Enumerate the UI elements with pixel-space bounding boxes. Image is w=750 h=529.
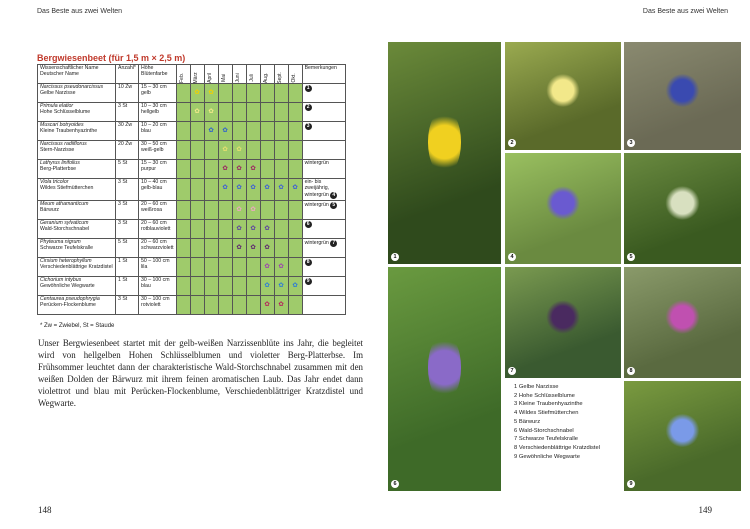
- header-month: Feb.: [176, 65, 190, 84]
- month-cell: [176, 200, 190, 219]
- month-cell: [288, 84, 302, 103]
- month-cell: [246, 238, 260, 257]
- plant-name-cell: Viola tricolor Wildes Stiefmütterchen: [38, 179, 116, 201]
- month-cell: [218, 200, 232, 219]
- month-cell: [274, 160, 288, 179]
- month-cell: [218, 160, 232, 179]
- flower-icon: ✿: [292, 184, 298, 191]
- month-cell: [218, 141, 232, 160]
- flower-icon: ✿: [236, 184, 242, 191]
- plant-name-cell: Phyteuma nigrum Schwarze Teufelskralle: [38, 238, 116, 257]
- month-cell: [274, 257, 288, 276]
- month-cell: [260, 238, 274, 257]
- month-cell: [246, 84, 260, 103]
- month-cell: [176, 103, 190, 122]
- plant-photo: [388, 42, 501, 264]
- month-cell: [232, 295, 246, 314]
- month-cell: [190, 276, 204, 295]
- month-cell: [204, 141, 218, 160]
- flower-icon: ✿: [278, 262, 284, 270]
- month-cell: [218, 276, 232, 295]
- flower-blossom: [428, 109, 462, 176]
- month-cell: [204, 257, 218, 276]
- photo-ref-badge: 1: [305, 85, 312, 92]
- month-cell: [260, 200, 274, 219]
- plant-name-cell: Primula elatior Hohe Schlüsselblume: [38, 103, 116, 122]
- photo-number-badge: 6: [391, 480, 399, 488]
- amount-cell: 5 St: [116, 160, 139, 179]
- flower-icon: ✿: [264, 224, 270, 232]
- table-row: [38, 257, 346, 276]
- height-color-cell: 20 – 60 cm rotblauviolett: [139, 219, 177, 238]
- month-cell: [232, 179, 246, 201]
- page-number-right: 149: [698, 505, 712, 515]
- month-cell: [288, 219, 302, 238]
- height-color-cell: 10 – 20 cm blau: [139, 122, 177, 141]
- notes-cell: [302, 257, 345, 276]
- notes-cell: ein- bis zweijährig, wintergrün 4: [302, 179, 345, 201]
- table-row: [38, 122, 346, 141]
- legend-item: 4 Wildes Stiefmütterchen: [514, 410, 579, 417]
- amount-cell: 3 St: [116, 219, 139, 238]
- page-number-left: 148: [38, 505, 52, 515]
- running-header-right: Das Beste aus zwei Welten: [642, 8, 728, 15]
- month-cell: [218, 295, 232, 314]
- flower-icon: ✿: [208, 127, 214, 134]
- plant-name-cell: Narcissus radiiflorus Stern-Narzisse: [38, 141, 116, 160]
- notes-cell: [302, 219, 345, 238]
- month-cell: [176, 238, 190, 257]
- legend-item: 7 Schwarze Teufelskralle: [514, 436, 579, 443]
- height-color-cell: 50 – 100 cm lila: [139, 257, 177, 276]
- amount-cell: 20 Zw: [116, 141, 139, 160]
- month-cell: [246, 122, 260, 141]
- month-cell: [204, 84, 218, 103]
- notes-cell: [302, 122, 345, 141]
- plant-photo: [624, 42, 741, 150]
- flower-icon: ✿: [208, 89, 214, 96]
- month-cell: [246, 103, 260, 122]
- flower-blossom: [665, 186, 700, 219]
- header-notes: Bemerkungen: [302, 65, 345, 84]
- month-cell: [190, 160, 204, 179]
- month-cell: [274, 103, 288, 122]
- plant-photo: [505, 42, 621, 150]
- height-color-cell: 20 – 60 cm weißrosa: [139, 200, 177, 219]
- month-cell: [204, 103, 218, 122]
- month-cell: [260, 179, 274, 201]
- header-color: Höhe Blütenfarbe: [139, 65, 177, 84]
- month-cell: [218, 219, 232, 238]
- month-cell: [190, 122, 204, 141]
- plant-name-cell: Cichorium intybus Gewöhnliche Wegwarte: [38, 276, 116, 295]
- legend-item: 6 Wald-Storchschnabel: [514, 427, 574, 434]
- amount-cell: 3 St: [116, 179, 139, 201]
- table-body: [38, 84, 346, 315]
- month-cell: [274, 122, 288, 141]
- photo-number-badge: 8: [627, 367, 635, 375]
- flower-icon: ✿: [222, 184, 228, 191]
- flower-icon: ✿: [222, 165, 228, 172]
- month-cell: [288, 103, 302, 122]
- photo-ref-badge: 3: [305, 123, 312, 130]
- month-cell: [176, 122, 190, 141]
- month-cell: [246, 200, 260, 219]
- flower-icon: ✿: [250, 243, 256, 251]
- plant-photo: [505, 267, 621, 378]
- month-cell: [246, 141, 260, 160]
- month-cell: [288, 179, 302, 201]
- month-cell: [204, 122, 218, 141]
- month-cell: [232, 122, 246, 141]
- flower-icon: ✿: [236, 146, 242, 153]
- flower-icon: ✿: [236, 205, 242, 213]
- month-cell: [274, 276, 288, 295]
- photo-number-badge: 2: [508, 139, 516, 147]
- table-row: [38, 160, 346, 179]
- plant-photo: [624, 153, 741, 264]
- amount-cell: 30 Zw: [116, 122, 139, 141]
- notes-cell: [302, 276, 345, 295]
- month-cell: [288, 141, 302, 160]
- table-row: [38, 179, 346, 201]
- legend-item: 9 Gewöhnliche Wegwarte: [514, 453, 580, 460]
- month-cell: [204, 219, 218, 238]
- photo-number-badge: 3: [627, 139, 635, 147]
- month-cell: [232, 219, 246, 238]
- notes-cell: wintergrün 7: [302, 238, 345, 257]
- month-cell: [190, 200, 204, 219]
- legend-item: 1 Gelbe Narzisse: [514, 384, 559, 390]
- month-cell: [274, 295, 288, 314]
- table-row: [38, 141, 346, 160]
- month-cell: [190, 179, 204, 201]
- notes-cell: [302, 103, 345, 122]
- photo-ref-badge: 8: [305, 259, 312, 266]
- flower-icon: ✿: [250, 224, 256, 232]
- plant-photo: [388, 267, 501, 491]
- height-color-cell: 15 – 30 cm gelb: [139, 84, 177, 103]
- amount-cell: 1 St: [116, 257, 139, 276]
- table-row: [38, 276, 346, 295]
- month-cell: [232, 257, 246, 276]
- flower-blossom: [665, 300, 700, 333]
- photo-number-badge: 9: [627, 480, 635, 488]
- legend-item: 8 Verschiedenblättrige Kratzdistel: [514, 444, 601, 451]
- month-cell: [246, 179, 260, 201]
- photo-number-badge: 7: [508, 367, 516, 375]
- month-cell: [204, 276, 218, 295]
- table-row: [38, 238, 346, 257]
- amount-cell: 1 St: [116, 276, 139, 295]
- header-month: Juli: [246, 65, 260, 84]
- month-cell: [246, 160, 260, 179]
- month-cell: [288, 238, 302, 257]
- month-cell: [176, 276, 190, 295]
- month-cell: [246, 276, 260, 295]
- month-cell: [204, 160, 218, 179]
- legend-item: 3 Kleine Traubenhyazinthe: [514, 401, 583, 408]
- month-cell: [260, 103, 274, 122]
- flower-icon: ✿: [222, 146, 228, 153]
- flower-icon: ✿: [194, 89, 200, 96]
- month-cell: [176, 179, 190, 201]
- month-cell: [260, 295, 274, 314]
- month-cell: [218, 103, 232, 122]
- month-cell: [218, 257, 232, 276]
- flower-icon: ✿: [250, 184, 256, 191]
- month-cell: [246, 295, 260, 314]
- month-cell: [190, 295, 204, 314]
- photo-ref-badge: 2: [305, 104, 312, 111]
- month-cell: [260, 84, 274, 103]
- amount-cell: 3 St: [116, 295, 139, 314]
- header-month: Okt.: [288, 65, 302, 84]
- amount-cell: 10 Zw: [116, 84, 139, 103]
- amount-cell: 3 St: [116, 200, 139, 219]
- header-month: Sept.: [274, 65, 288, 84]
- flower-icon: ✿: [264, 300, 270, 308]
- month-cell: [274, 141, 288, 160]
- table-row: [38, 84, 346, 103]
- flower-blossom: [428, 334, 462, 401]
- plant-photo: [624, 381, 741, 491]
- month-cell: [274, 84, 288, 103]
- photo-ref-badge: 9: [305, 278, 312, 285]
- month-cell: [274, 219, 288, 238]
- table-row: [38, 219, 346, 238]
- month-cell: [260, 219, 274, 238]
- month-cell: [218, 122, 232, 141]
- running-header-left: Das Beste aus zwei Welten: [37, 8, 123, 15]
- flower-icon: ✿: [250, 205, 256, 213]
- month-cell: [260, 276, 274, 295]
- month-cell: [190, 141, 204, 160]
- plant-name-cell: Cirsium heterophyllum Verschiedenblättrige Kratzdistel: [38, 257, 116, 276]
- month-cell: [176, 84, 190, 103]
- month-cell: [218, 84, 232, 103]
- plant-name-cell: Centaurea pseudophrygia Perücken-Flockenblume: [38, 295, 116, 314]
- flower-icon: ✿: [194, 108, 200, 115]
- month-cell: [232, 276, 246, 295]
- plant-name-cell: Geranium sylvaticum Wald-Storchschnabel: [38, 219, 116, 238]
- plant-name-cell: Lathyrus linifolius Berg-Platterbse: [38, 160, 116, 179]
- flower-blossom: [546, 300, 581, 333]
- notes-cell: wintergrün 5: [302, 200, 345, 219]
- flower-blossom: [546, 186, 581, 219]
- month-cell: [232, 200, 246, 219]
- flower-blossom: [546, 74, 581, 106]
- flower-icon: ✿: [250, 165, 256, 172]
- flower-icon: ✿: [236, 224, 242, 232]
- flower-icon: ✿: [236, 243, 242, 251]
- flower-icon: ✿: [236, 165, 242, 172]
- flower-icon: ✿: [292, 281, 298, 289]
- plant-photo: [624, 267, 741, 378]
- table-row: [38, 103, 346, 122]
- body-paragraph: Unser Bergwiesenbeet startet mit der gelb-weißen Narzissenblüte ins Jahr, die begleitet wird von hellgelben Hohen Schlüsselblumen und violetter Berg-Platterbse. Im Frühsommer leuchtet dann der charakteristische Wald-Storchschnabel zusammen mit den weißen Dolden der Bärwurz mit ihrem feinen aromatischen Laub. Das Jahr endet dann violettrot und blau mit Perücken-Flockenblume, Verschiedenblättriger Kratzdistel und Wegwarte.: [38, 338, 363, 408]
- photo-number-badge: 1: [391, 253, 399, 261]
- month-cell: [176, 141, 190, 160]
- photo-ref-badge: 7: [330, 240, 337, 247]
- flower-icon: ✿: [264, 184, 270, 191]
- notes-cell: [302, 295, 345, 314]
- month-cell: [246, 257, 260, 276]
- month-cell: [260, 122, 274, 141]
- photo-number-badge: 5: [627, 253, 635, 261]
- month-cell: [204, 295, 218, 314]
- amount-cell: 3 St: [116, 103, 139, 122]
- header-name: Wissenschaftlicher Name Deutscher Name: [38, 65, 116, 84]
- month-cell: [232, 160, 246, 179]
- month-cell: [232, 84, 246, 103]
- header-month: Mai: [218, 65, 232, 84]
- notes-cell: wintergrün: [302, 160, 345, 179]
- table-row: [38, 200, 346, 219]
- flower-icon: ✿: [264, 281, 270, 289]
- notes-cell: [302, 141, 345, 160]
- table-row: [38, 295, 346, 314]
- month-cell: [260, 141, 274, 160]
- photo-legend: [514, 383, 600, 461]
- month-cell: [176, 219, 190, 238]
- height-color-cell: 30 – 50 cm weiß-gelb: [139, 141, 177, 160]
- month-cell: [232, 141, 246, 160]
- month-cell: [204, 238, 218, 257]
- month-cell: [176, 257, 190, 276]
- month-cell: [288, 122, 302, 141]
- month-cell: [288, 200, 302, 219]
- header-month: März: [190, 65, 204, 84]
- month-cell: [246, 219, 260, 238]
- flower-icon: ✿: [278, 184, 284, 191]
- legend-item: 2 Hohe Schlüsselblume: [514, 392, 575, 399]
- month-cell: [190, 257, 204, 276]
- month-cell: [204, 179, 218, 201]
- legend-item: 5 Bärwurz: [514, 418, 541, 425]
- height-color-cell: 30 – 100 cm rotviolett: [139, 295, 177, 314]
- plant-photo: [505, 153, 621, 264]
- month-cell: [274, 238, 288, 257]
- height-color-cell: 20 – 60 cm schwarzviolett: [139, 238, 177, 257]
- month-cell: [274, 179, 288, 201]
- month-cell: [288, 295, 302, 314]
- height-color-cell: 10 – 40 cm gelb-blau: [139, 179, 177, 201]
- month-cell: [190, 238, 204, 257]
- height-color-cell: 15 – 30 cm purpur: [139, 160, 177, 179]
- photo-ref-badge: 4: [330, 192, 337, 199]
- month-cell: [288, 257, 302, 276]
- month-cell: [218, 179, 232, 201]
- height-color-cell: 30 – 100 cm blau: [139, 276, 177, 295]
- flower-blossom: [665, 414, 700, 447]
- month-cell: [232, 238, 246, 257]
- flower-icon: ✿: [264, 262, 270, 270]
- photo-ref-badge: 5: [330, 202, 337, 209]
- month-cell: [288, 276, 302, 295]
- month-cell: [218, 238, 232, 257]
- table-header-row: [38, 65, 346, 84]
- amount-cell: 5 St: [116, 238, 139, 257]
- month-cell: [190, 103, 204, 122]
- header-month: Aug.: [260, 65, 274, 84]
- month-cell: [274, 200, 288, 219]
- plant-name-cell: Meum athamanticum Bärwurz: [38, 200, 116, 219]
- height-color-cell: 10 – 30 cm hellgelb: [139, 103, 177, 122]
- flower-icon: ✿: [208, 108, 214, 115]
- table-title: Bergwiesenbeet (für 1,5 m × 2,5 m): [37, 53, 186, 63]
- month-cell: [176, 295, 190, 314]
- header-amount: Anzahl*: [116, 65, 139, 84]
- month-cell: [232, 103, 246, 122]
- month-cell: [260, 160, 274, 179]
- notes-cell: [302, 84, 345, 103]
- flower-blossom: [665, 74, 700, 106]
- flower-icon: ✿: [278, 300, 284, 308]
- month-cell: [190, 219, 204, 238]
- photo-number-badge: 4: [508, 253, 516, 261]
- month-cell: [204, 200, 218, 219]
- flower-icon: ✿: [222, 127, 228, 134]
- header-month: Juni: [232, 65, 246, 84]
- header-month: April: [204, 65, 218, 84]
- month-cell: [176, 160, 190, 179]
- plant-name-cell: Muscari botryoides Kleine Traubenhyazinthe: [38, 122, 116, 141]
- month-cell: [190, 84, 204, 103]
- planting-table: [37, 64, 346, 315]
- table-footnote: * Zw = Zwiebel, St = Staude: [40, 323, 115, 329]
- flower-icon: ✿: [264, 243, 270, 251]
- month-cell: [260, 257, 274, 276]
- photo-ref-badge: 6: [305, 221, 312, 228]
- plant-name-cell: Narcissus pseudonarcissus Gelbe Narzisse: [38, 84, 116, 103]
- flower-icon: ✿: [278, 281, 284, 289]
- month-cell: [288, 160, 302, 179]
